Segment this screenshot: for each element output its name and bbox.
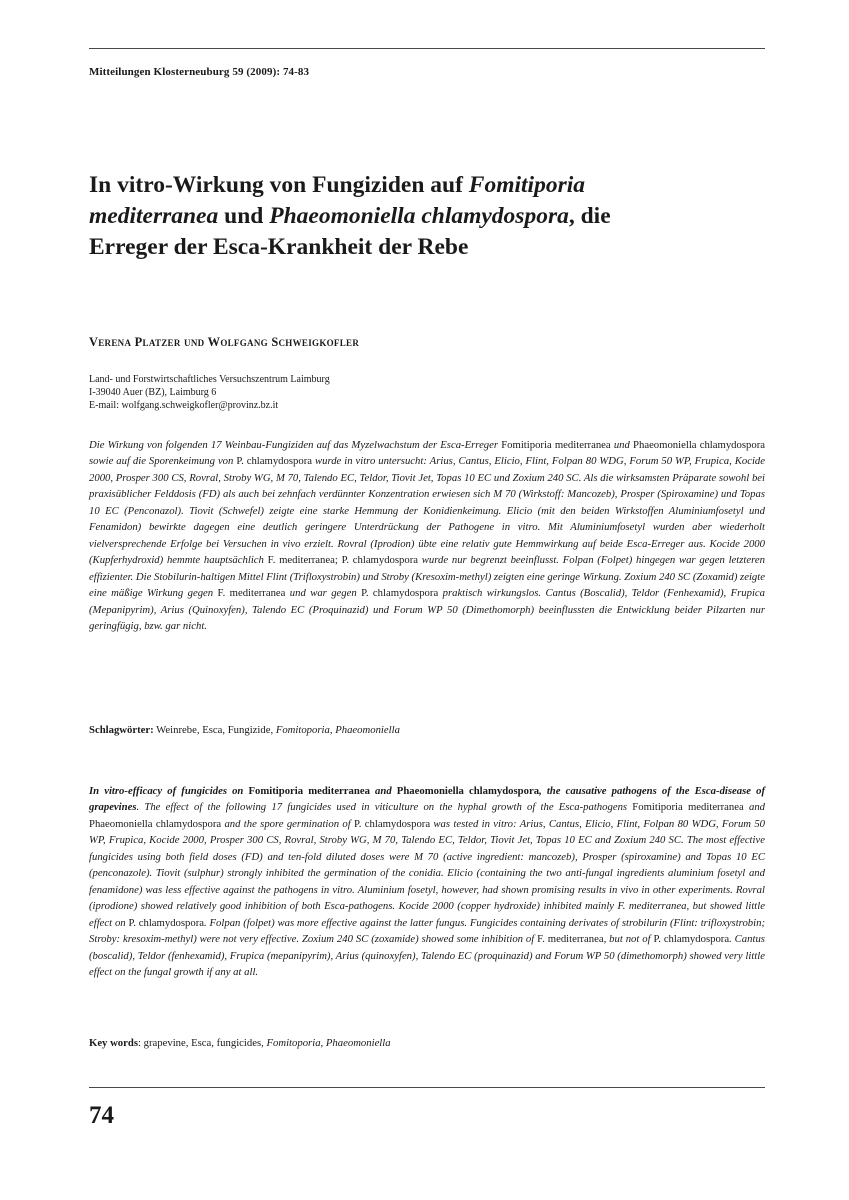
article-title [89, 170, 765, 263]
title-italic-species: mediterranea [89, 203, 219, 229]
top-rule [89, 48, 765, 49]
title-line-1 [89, 172, 585, 198]
page-number: 74 [89, 1102, 114, 1129]
title-line-3: Erreger der Esca-Krankheit der Rebe [89, 234, 469, 260]
title-line-2 [89, 203, 611, 229]
keywords-german: Schlagwörter: Weinrebe, Esca, Fungizide, Fomitoporia, Phaeomoniella [89, 724, 400, 736]
title-text: In vitro-Wirkung von Fungiziden auf [89, 172, 469, 198]
affiliation-email: E-mail: wolfgang.schweigkofler@provinz.bz.it [89, 400, 279, 411]
keywords-english: Key words: grapevine, Esca, fungicides, Fomitoporia, Phaeomoniella [89, 1037, 391, 1049]
affiliation-institution: Land- und Forstwirtschaftliches Versuchszentrum Laimburg [89, 374, 330, 385]
title-italic-genus: Fomitiporia [468, 172, 586, 198]
title-text: und [218, 203, 270, 229]
affiliation-address: I-39040 Auer (BZ), Laimburg 6 [89, 387, 217, 398]
author-names: Verena Platzer und Wolfgang Schweigkofler [89, 335, 360, 349]
abstract-english: In vitro-efficacy of fungicides on Fomitiporia mediterranea and Phaeomoniella chlamydospora, the causative pathogens of the Esca-disease of grapevines. The effect of the following 17 fungicides used in viticulture on the hyphal growth of the Esca-pathogens Fomitiporia mediterranea and Phaeomoniella chlamydospora and the spore germination of P. chlamydospora was tested in vitro: Arius, Cantus, Elicio, Flint, Folpan 80 WDG, Forum 50 WP, Frupica, Kocide 2000, Prosper 300 CS, Rovral, Stroby WG, M 70, Talendo EC, Teldor, Tiovit Jet, Topas 10 EC and Zoxium 240 SC. The most effective fungicides using both field doses (FD) and ten-fold diluted doses were M 70 (active ingredient: mancozeb), Prosper (spiroxamine) and Topas 10 EC (penconazole). Tiovit (sulphur) strongly inhibited the germination of the conidia. Elicio (containing the two anti-fungal ingredients aluminium fosetyl and fenamidone) was less effective against the pathogens in vitro. Aluminium fosetyl, however, had shown promising results in vivo in other experiments. Rovral (iprodione) showed relatively good inhibition of both Esca-pathogens. Kocide 2000 (copper hydroxide) inhibited mainly F. mediterranea, but showed little effect on P. chlamydospora. Folpan (folpet) was more effective against the latter fungus. Fungicides containing derivates of strobilurin (Flint: trifloxystrobin; Stroby: kresoxim-methyl) were not very effective. Zoxium 240 SC (zoxamide) showed some inhibition of F. mediterranea, but not of P. chlamydospora. Cantus (boscalid), Teldor (fenhexamid), Frupica (mepanipyrim), Arius (quinoxyfen), Talendo EC (proquinazid) and Forum WP 50 (dimethomorph) showed very little effect on the fungal growth if any at all. [89, 785, 766, 978]
bottom-rule [89, 1087, 765, 1088]
journal-citation: Mitteilungen Klosterneuburg 59 (2009): 74-83 [89, 66, 310, 78]
abstract-german: Die Wirkung von folgenden 17 Weinbau-Fungiziden auf das Myzelwachstum der Esca-Erreger Fomitiporia mediterranea und Phaeomoniella chlamydospora sowie auf die Sporenkeimung von P. chlamydospora wurde in vitro untersucht: Arius, Cantus, Elicio, Flint, Folpan 80 WDG, Forum 50 WP, Frupica, Kocide 2000, Prosper 300 CS, Rovral, Stroby WG, M 70, Talendo EC, Teldor, Tiovit Jet, Topas 10 EC und Zoxium 240 SC. Als die wirksamsten Präparate sowohl bei praxisüblicher Felddosis (FD) als auch bei zehnfach verdünnter Konzentration erwiesen sich M 70 (Wirkstoff: Mancozeb), Prosper (Spiroxamine) und Topas 10 EC (Penconazol). Tiovit (Schwefel) zeigte eine starke Hemmung der Konidienkeimung. Elicio (mit den beiden Wirkstoffen Aluminiumfosetyl und Fenamidon) bewirkte dagegen eine deutlich geringere Unterdrückung der Pathogene in vitro. Mit Aluminiumfosetyl wurden aber wiederholt vielversprechende Erfolge bei Versuchen in vivo erzielt. Rovral (Iprodion) übte eine relativ gute Hemmwirkung auf beide Esca-Erreger aus. Kocide 2000 (Kupferhydroxid) hemmte hauptsächlich F. mediterranea; P. chlamydospora wurde nur begrenzt beeinflusst. Folpan (Folpet) hingegen war gegen letzteren effizienter. Die Stobilurin-haltigen Mittel Flint (Trifloxystrobin) und Stroby (Kresoxim-methyl) zeigten eine geringe Wirkung. Zoxium 240 SC (Zoxamid) zeigte eine mäßige Wirkung gegen F. mediterranea und war gegen P. chlamydospora praktisch wirkungslos. Cantus (Boscalid), Teldor (Fenhexamid), Frupica (Mepanipyrim), Arius (Quinoxyfen), Talendo EC (Proquinazid) und Forum WP 50 (Dimethomorph) beeinflussten die Entwicklung beider Pilzarten nur geringfügig, bzw. gar nicht. [89, 439, 766, 632]
title-italic-species-2: Phaeomoniella chlamydospora [269, 203, 569, 229]
title-text: , die [568, 203, 611, 229]
affiliation-block [89, 373, 765, 412]
